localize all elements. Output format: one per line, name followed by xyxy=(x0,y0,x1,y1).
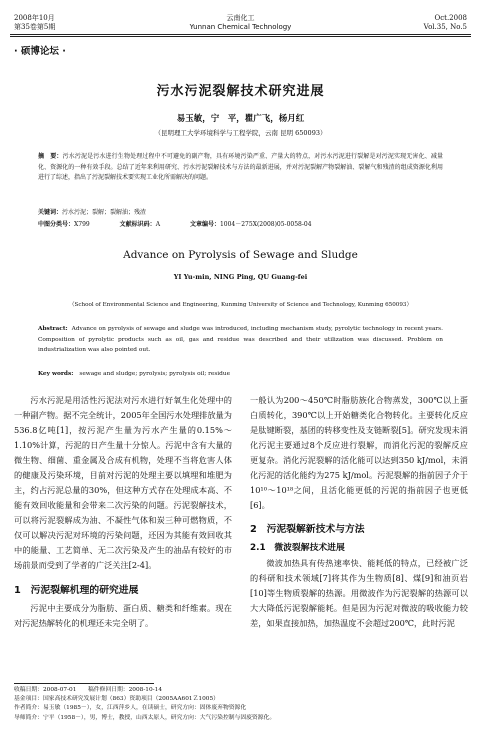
right-column xyxy=(250,393,468,631)
keywords-cn: 关键词：污水污泥；裂解；裂解油；残渣 xyxy=(38,209,147,216)
authors-en: YI Yu-min, NING Ping, QU Guang-fei xyxy=(173,273,308,281)
footnote: 收稿日期：2008-07-01 稿件修回日期：2008-10-14 基金项目：国家高技术研究发展计划（863）资助项目（2005AA601Ｚ1005） 作者简介：易玉敏（1985－），女，江西萍乡人，在读硕士，研究方向：固体废弃物资源化 导师简介：宁平（1958－），男，博士，教授，山西太原人，研究方向：大气污染控制与固废资源化。 xyxy=(14,687,276,721)
journal-date: 2008年10月 第35卷第5期 xyxy=(14,14,56,31)
classification-cn: 中图分类号：X799 文献标识码：A 文章编号：1004－275X(2008)05-0058-04 xyxy=(38,221,312,228)
header-rule xyxy=(10,34,471,35)
affiliation-cn: （昆明理工大学环境科学与工程学院，云南 昆明 650093） xyxy=(154,129,327,137)
title-cn: 污水污泥裂解技术研究进展 xyxy=(156,84,325,99)
heading-section-1: 1 污泥裂解机理的研究进展 xyxy=(14,585,139,596)
affiliation-en: （School of Environmental Science and Engineering, Kunming University of Science and Technology, Kunming 650093） xyxy=(68,302,413,308)
section-tag: · 硕博论坛 · xyxy=(14,46,66,57)
left-column xyxy=(14,393,232,631)
keywords-en: Key words: sewage and sludge; pyrolysis; pyrolysis oil; residue xyxy=(38,371,231,377)
header-rule-2 xyxy=(10,36,471,37)
journal-volume: Oct.2008 Vol.35, No.5 xyxy=(423,14,467,31)
title-en: Advance on Pyrolysis of Sewage and Sludge xyxy=(123,249,358,261)
footnote-rule xyxy=(14,683,154,684)
intro-paragraph: 污水污泥是用活性污泥法对污水进行好氧生化处理中的一种副产物。据不完全统计，2005年全国污水处理排放量为536.8亿吨[1]，按污泥产生量为污水产生量的0.15%～1.10%计算，污泥的日产生量十分惊人。污泥中含有大量的微生物、细菌、重金属及合成有机物，处理不当将危害人体的健康及污染环境，目前对污泥的处理主要以填埋和堆肥为主，约占污泥总量的30%，但这种方式存在处理成本高、不能有效回收能量和会带来二次污染的问题。污泥裂解技术，可以将污泥裂解成为油、不凝性气体和炭三种可燃物质，不仅可以解决污泥对环境的污染问题，还因为其能有效回收其中的能量、工艺简单、无二次污染及产生的油品有较好的市场前景而受到了学者的广泛关注[2-4]。 xyxy=(14,395,232,570)
microwave-paragraph: 微波加热具有传热速率快、能耗低的特点，已经被广泛的科研和技术领域[7]将其作为生物质[8]、煤[9]和油页岩[10]等生物质裂解的热源。用微波作为污泥裂解的热源可以大大降低污泥裂解能耗。但是因为污泥对微波的吸收能力较差，如果直接加热，加热温度不会超过200℃，此时污泥 xyxy=(250,558,468,628)
abstract-en: Abstract: Advance on pyrolysis of sewage and sludge was introduced, including mechanism study, pyrolytic technology in recent years. Composition of pyrolytic products such as oil, gas and residue was described and their utilization was discussed. Problem on industrialization was also pointed out. xyxy=(38,326,443,354)
section-1-paragraph: 污泥中主要成分为脂肪、蛋白质、糖类和纤维素。现在对污泥热解转化的机理还未完全明了。 xyxy=(14,603,232,628)
abstract-cn: 摘 要：污水污泥是污水进行生物处理过程中不可避免的副产物，具有环境污染严重、产量大的特点，对污水污泥进行裂解是对污泥实现无害化、减量化、资源化的一种有效手段。总结了近年来利用研究、污水污泥裂解技术与方法的最新进展，并对污泥裂解产物裂解油、裂解气和残渣的组成资源化利用进行了综述，指出了污泥裂解技术要实现工业化所需解决的问题。 xyxy=(38,153,443,181)
heading-section-2: 2 污泥裂解新技术与方法 xyxy=(250,524,365,535)
heading-section-2-1: 2.1 微波裂解技术进展 xyxy=(250,543,345,553)
journal-name: 云南化工 Yunnan Chemical Technology xyxy=(189,14,292,31)
mechanism-paragraph: 一般认为200～450℃时脂肪族化合物蒸发，300℃以上蛋白质转化，390℃以上开始糖类化合物转化。主要转化反应是肽键断裂，基团的转移变性及支链断裂[5]。研究发现未消化污泥主要通过8个反应进行裂解，而消化污泥的裂解反应更复杂。消化污泥裂解的活化能可以达到350 kJ/mol，未消化污泥的活化能约为275 kJ/mol。污泥裂解的指前因子介于10¹⁰～10¹⁸之间，且活化能更低的污泥的指前因子也更低[6]。 xyxy=(250,395,468,510)
authors-cn: 易玉敏，宁 平，瞿广飞，杨月红 xyxy=(176,114,305,124)
